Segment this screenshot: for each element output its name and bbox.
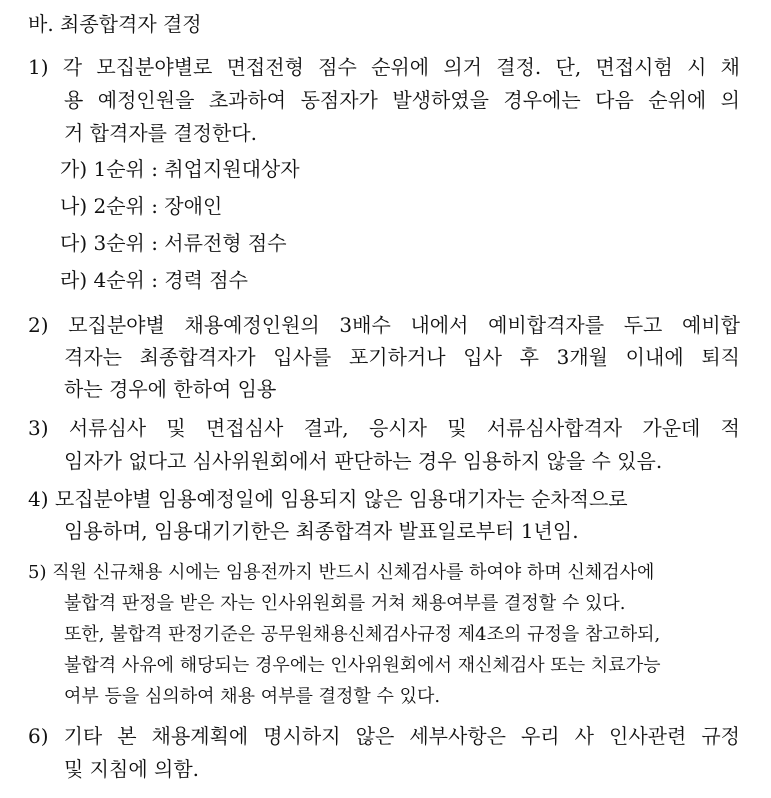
item-1-line-3: 거 합격자를 결정한다. [64, 121, 257, 145]
item-3-line-2: 임자가 없다고 심사위원회에서 판단하는 경우 임용하지 않을 수 있음. [64, 449, 663, 473]
item-5-line-1: 5) 직원 신규채용 시에는 임용전까지 반드시 신체검사를 하여야 하며 신체검사에 [28, 562, 655, 583]
rank-3-item: 다) 3순위 : 서류전형 점수 [60, 231, 287, 255]
item-2-line-2: 격자는 최종합격자가 입사를 포기하거나 입사 후 3개월 이내에 퇴직 [64, 345, 740, 369]
item-1-line-1: 1) 각 모집분야별로 면접전형 점수 순위에 의거 결정. 단, 면접시험 시 채 [28, 55, 740, 79]
section-title: 바. 최종합격자 결정 [28, 12, 202, 36]
item-2-line-1: 2) 모집분야별 채용예정인원의 3배수 내에서 예비합격자를 두고 예비합 [28, 313, 740, 337]
rank-2-item: 나) 2순위 : 장애인 [60, 194, 223, 218]
item-1-line-2: 용 예정인원을 초과하여 동점자가 발생하였을 경우에는 다음 순위에 의 [64, 88, 740, 112]
item-2-line-3: 하는 경우에 한하여 임용 [64, 377, 277, 401]
item-5-line-2: 불합격 판정을 받은 자는 인사위원회를 거쳐 채용여부를 결정할 수 있다. [64, 593, 626, 614]
item-5-line-5: 여부 등을 심의하여 채용 여부를 결정할 수 있다. [64, 686, 441, 707]
item-5-line-4: 불합격 사유에 해당되는 경우에는 인사위원회에서 재신체검사 또는 치료가능 [64, 655, 661, 676]
item-6-line-1: 6) 기타 본 채용계획에 명시하지 않은 세부사항은 우리 사 인사관련 규정 [28, 724, 740, 748]
item-5-line-3: 또한, 불합격 판정기준은 공무원채용신체검사규정 제4조의 규정을 참고하되, [64, 624, 661, 645]
item-4-line-1: 4) 모집분야별 임용예정일에 임용되지 않은 임용대기자는 순차적으로 [28, 487, 628, 511]
rank-4-item: 라) 4순위 : 경력 점수 [60, 268, 248, 292]
rank-1-item: 가) 1순위 : 취업지원대상자 [60, 157, 300, 181]
item-4-line-2: 임용하며, 임용대기기한은 최종합격자 발표일로부터 1년임. [64, 519, 579, 543]
item-6-line-2: 및 지침에 의함. [64, 757, 199, 781]
item-3-line-1: 3) 서류심사 및 면접심사 결과, 응시자 및 서류심사합격자 가운데 적 [28, 416, 740, 440]
